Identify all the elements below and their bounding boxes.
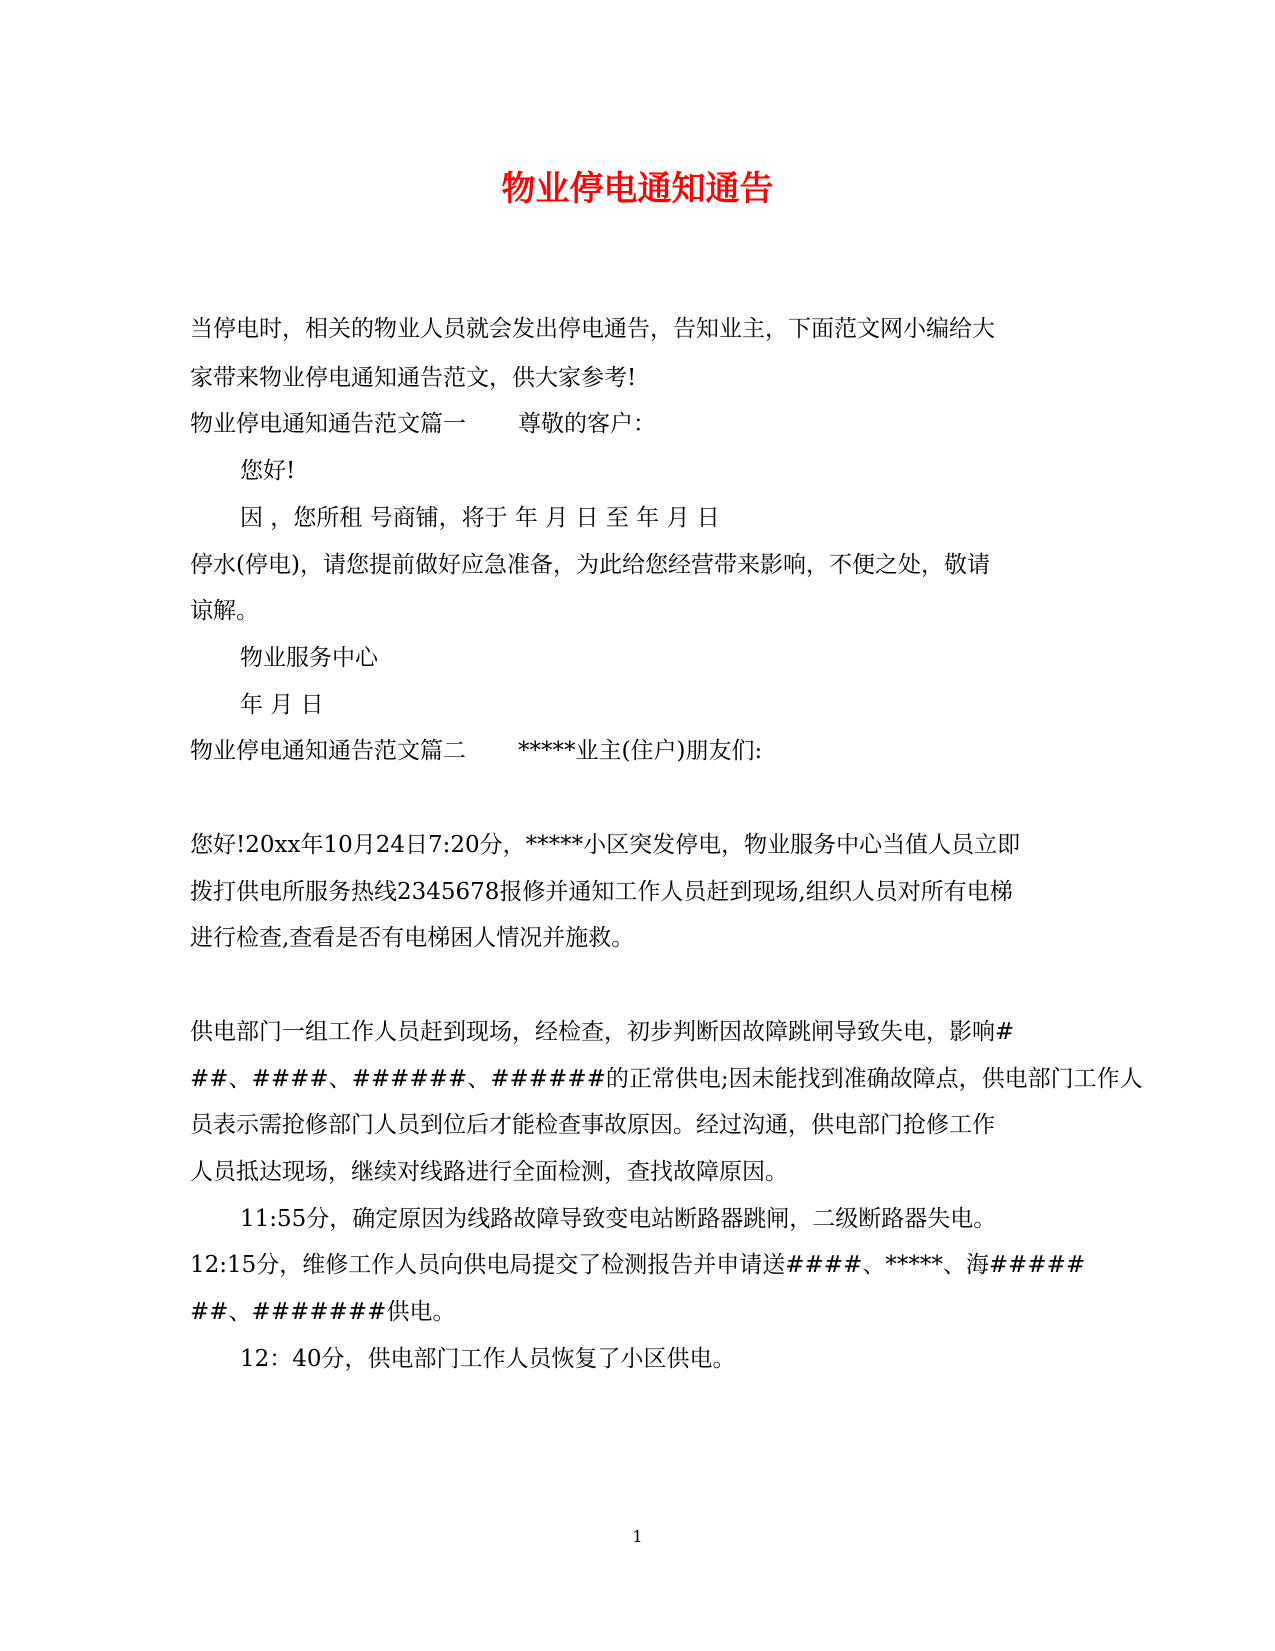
section2-p2-line-4: 人员抵达现场，继续对线路进行全面检测，查找故障原因。 [190, 1159, 788, 1185]
section1-salutation: 尊敬的客户： [518, 411, 656, 437]
section1-body-line-1: 因 ，您所租 号商铺，将于 年 月 日 至 年 月 日 [240, 505, 720, 531]
section1-heading: 物业停电通知通告范文篇一 [190, 411, 466, 437]
section2-salutation: *****业主(住户)朋友们: [518, 738, 763, 764]
section2-p2-line-3: 员表示需抢修部门人员到位后才能检查事故原因。经过沟通，供电部门抢修工作 [190, 1112, 995, 1138]
section2-heading: 物业停电通知通告范文篇二 [190, 738, 466, 764]
section1-date: 年 月 日 [240, 692, 324, 718]
section2-p2-line-1: 供电部门一组工作人员赶到现场，经检查，初步判断因故障跳闸导致失电，影响# [190, 1019, 1015, 1045]
section2-p1-line-3: 进行检查,查看是否有电梯困人情况并施救。 [190, 925, 635, 951]
section2-p1-line-1: 您好!20xx年10月24日7:20分，*****小区突发停电，物业服务中心当值人员立即 [190, 832, 1021, 858]
section2-p3-line-3: ##、#######供电。 [190, 1299, 456, 1325]
section2-p2-line-2: ##、####、######、######的正常供电;因未能找到准确故障点，供电部门工作人 [190, 1066, 1143, 1092]
section2-p3-line-1: 11:55分，确定原因为线路故障导致变电站断路器跳闸，二级断路器失电。 [240, 1206, 997, 1232]
document-title: 物业停电通知通告 [501, 169, 774, 209]
section2-p3-line-2: 12:15分，维修工作人员向供电局提交了检测报告并申请送####、*****、海##### [190, 1252, 1086, 1278]
section1-greeting: 您好! [240, 458, 296, 484]
section2-p1-line-2: 拨打供电所服务热线2345678报修并通知工作人员赶到现场,组织人员对所有电梯 [190, 879, 1013, 905]
section2-heading-line [190, 735, 762, 767]
page-number: 1 [632, 1527, 643, 1546]
section2-p4: 12：40分，供电部门工作人员恢复了小区供电。 [240, 1346, 736, 1372]
section1-heading-line [190, 408, 656, 440]
section1-signature: 物业服务中心 [240, 645, 378, 671]
section1-body-line-2: 停水(停电)，请您提前做好应急准备，为此给您经营带来影响，不便之处，敬请 [190, 552, 990, 578]
intro-line-1: 当停电时，相关的物业人员就会发出停电通告，告知业主，下面范文网小编给大 [190, 316, 995, 342]
section1-body-line-3: 谅解。 [190, 598, 259, 624]
intro-line-2: 家带来物业停电通知通告范文，供大家参考! [190, 365, 637, 391]
